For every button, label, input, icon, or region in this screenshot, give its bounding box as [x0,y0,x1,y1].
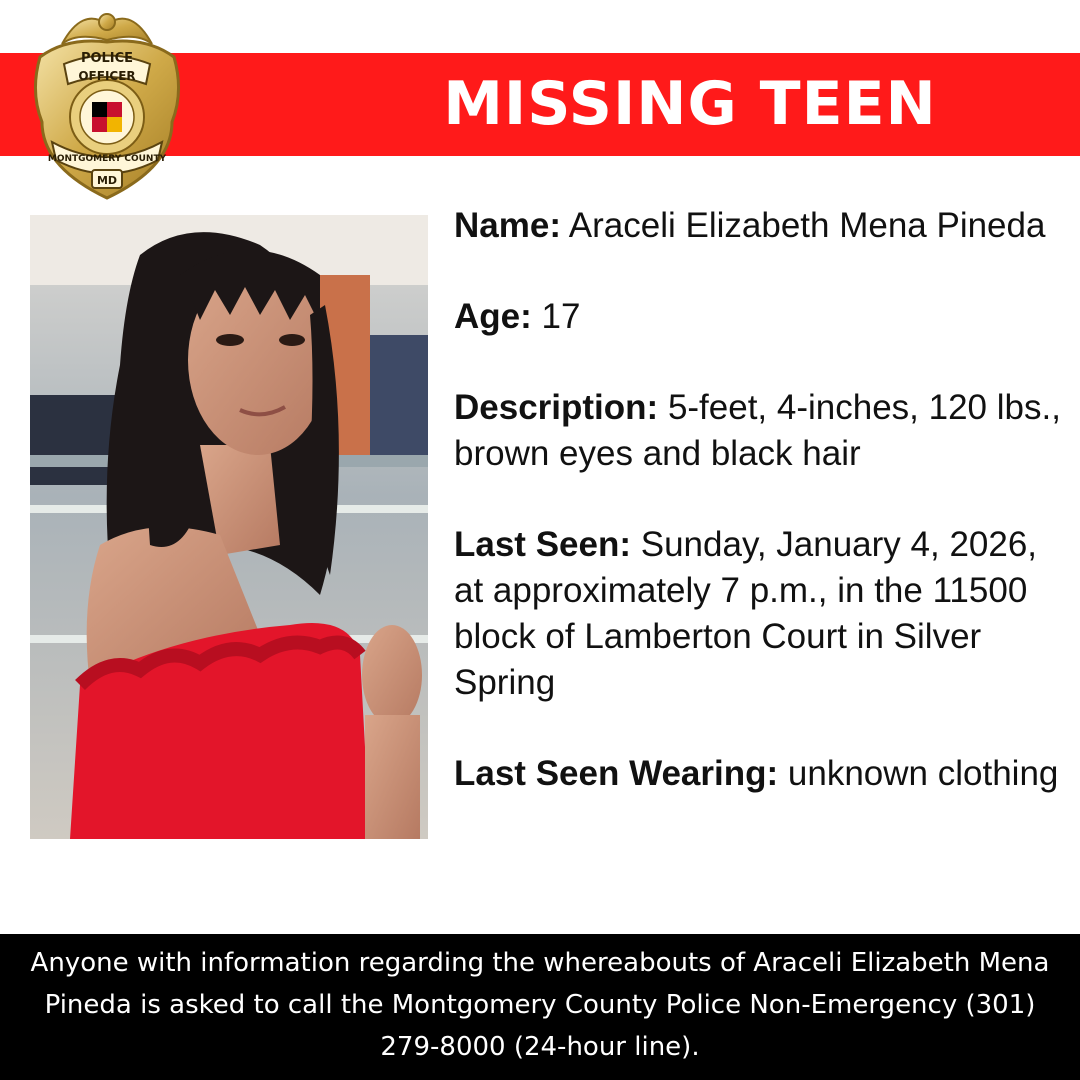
badge-text-officer: OFFICER [78,69,136,83]
name-label: Name: [454,206,561,245]
missing-person-details [454,203,1069,842]
missing-person-photo [30,215,428,839]
last-seen-wearing-field [454,751,1069,797]
badge-text-county: MONTGOMERY COUNTY [47,154,167,164]
description-value: 5-feet, 4-inches, 120 lbs., brown eyes and black hair [454,388,1061,473]
last-seen-wearing-value: unknown clothing [787,754,1059,793]
last-seen-field [454,522,1069,706]
last-seen-wearing-label: Last Seen Wearing: [454,754,779,793]
name-value: Araceli Elizabeth Mena Pineda [568,206,1046,245]
last-seen-label: Last Seen: [454,525,631,564]
last-seen-value: Sunday, January 4, 2026, at approximately 7 p.m., in the 11500 block of Lamberton Court in Silver Spring [454,525,1038,702]
description-label: Description: [454,388,659,427]
age-label: Age: [454,297,532,336]
description-field [454,385,1069,477]
police-badge-icon [22,2,192,202]
badge-text-police: POLICE [80,51,134,66]
name-field [454,203,1069,249]
age-value: 17 [541,297,581,336]
contact-message: Anyone with information regarding the whereabouts of Araceli Elizabeth Mena Pineda is asked to call the Montgomery County Police Non-Emergency (301) 279-8000 (24-hour line). [30,948,1050,1062]
badge-text-md: MD [96,174,118,187]
age-field [454,294,1069,340]
contact-footer [0,934,1080,1080]
page-title: MISSING TEEN [443,69,937,139]
